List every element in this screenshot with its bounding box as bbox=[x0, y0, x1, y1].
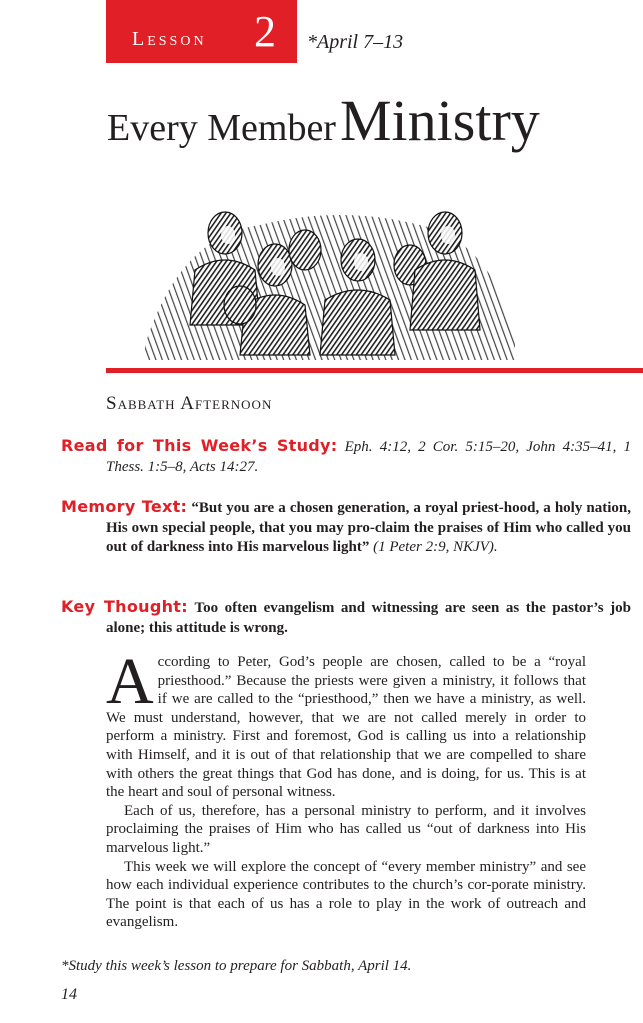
drop-cap: A bbox=[106, 645, 154, 718]
group-of-people-engraving-icon bbox=[140, 195, 520, 360]
lesson-label: Lesson bbox=[132, 28, 207, 50]
section-divider bbox=[106, 368, 643, 373]
body-paragraph: This week we will explore the concept of “every member ministry” and see how each individual experience contributes to the church’s cor-porate ministry. The point is that each of us has a role to play in the work of outreach and evangelism. bbox=[106, 858, 586, 931]
lesson-dates: *April 7–13 bbox=[307, 31, 404, 53]
lesson-badge bbox=[106, 0, 297, 63]
body-text bbox=[106, 645, 586, 932]
footnote: *Study this week’s lesson to prepare for Sabbath, April 14. bbox=[61, 958, 412, 974]
memory-reference: (1 Peter 2:9, NKJV). bbox=[373, 539, 498, 555]
key-text: Too often evangelism and witnessing are seen as the pastor’s job alone; this attitude is wrong. bbox=[106, 600, 631, 636]
key-thought-block bbox=[61, 597, 631, 638]
title-part-2: Ministry bbox=[339, 88, 540, 153]
section-heading: Sabbath Afternoon bbox=[106, 393, 273, 414]
title-part-1: Every Member bbox=[107, 107, 336, 149]
lesson-number: 2 bbox=[254, 7, 276, 56]
memory-label: Memory Text: bbox=[61, 497, 188, 516]
page-title bbox=[107, 88, 540, 153]
body-paragraph bbox=[106, 645, 586, 802]
read-label: Read for This Week’s Study: bbox=[61, 436, 338, 455]
read-text: Eph. 4:12, 2 Cor. 5:15–20, John 4:35–41, 1 Thess. 1:5–8, Acts 14:27. bbox=[106, 439, 631, 475]
memory-text-block bbox=[61, 497, 631, 558]
key-label: Key Thought: bbox=[61, 597, 188, 616]
page-number: 14 bbox=[61, 986, 77, 1003]
read-block bbox=[61, 436, 631, 477]
paragraph-1-text: ccording to Peter, God’s people are chosen, called to be a “royal priesthood.” Because the priests were given a ministry, it follows that if we are called to the “priesthood,” then we have a ministry, as well. We must understand, however, that we are not called merely in order to perform a ministry. First and foremost, God is calling us into a relationship with Himself, and it is out of that relationship that we are compelled to share with others the great things that God has done, and is doing, for us. This is at the heart and soul of personal witness. bbox=[106, 654, 586, 801]
body-paragraph: Each of us, therefore, has a personal ministry to perform, and it involves proclaiming the praises of Him who has called us “out of darkness into His marvelous light.” bbox=[106, 802, 586, 856]
memory-text: “But you are a chosen generation, a royal priest-hood, a holy nation, His own special people, that you may pro-claim the praises of Him who called you out of darkness into His marvelous light” bbox=[106, 500, 632, 555]
